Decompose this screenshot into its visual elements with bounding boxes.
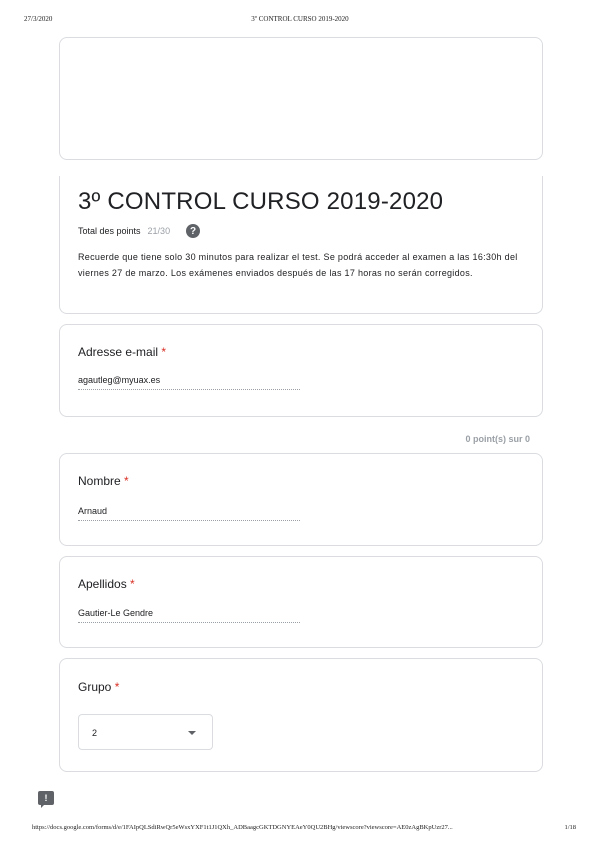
page-number: 1/18 [564,824,576,831]
print-date: 27/3/2020 [24,15,53,23]
caret-down-icon [188,731,196,735]
nombre-answer: Arnaud [78,506,300,521]
question-points-info: 0 point(s) sur 0 [465,434,530,444]
grupo-label: Grupo [78,680,112,694]
print-header [24,15,576,27]
grupo-selected-value: 2 [92,728,98,738]
required-asterisk: * [124,474,129,488]
question-label [78,345,166,359]
form-title: 3º CONTROL CURSO 2019-2020 [78,188,444,215]
feedback-icon[interactable]: ! [38,791,54,805]
total-points-label: Total des points [78,226,141,236]
question-label [78,474,129,488]
print-title: 3º CONTROL CURSO 2019-2020 [251,15,349,23]
email-label: Adresse e-mail [78,345,159,359]
question-card-nombre [59,453,543,546]
question-label [78,577,135,591]
question-card-apellidos [59,556,543,648]
apellidos-label: Apellidos [78,577,127,591]
question-card-grupo [59,658,543,772]
required-asterisk: * [114,680,120,694]
print-footer [32,824,576,836]
question-label [78,680,119,694]
required-asterisk: * [161,345,167,359]
nombre-label: Nombre [78,474,121,488]
question-card-email [59,324,543,417]
apellidos-answer: Gautier-Le Gendre [78,608,300,623]
required-asterisk: * [130,577,135,591]
print-url: https://docs.google.com/forms/d/e/1FAIpQLSdiRwQr5eWsxYXF1t1J1QXh_ADBaagcGKTDGNYEAeY0QU2BHg/viewscore?viewscore=AE0zAgBKpUzr27... [32,824,453,831]
email-answer: agautleg@myuax.es [78,375,300,390]
form-description: Recuerde que tiene solo 30 minutos para realizar el test. Se podrá acceder al examen a las 16:30h del viernes 27 de marzo. Los exámenes enviados después de las 17 horas no serán corregidos. [78,252,518,278]
grupo-select[interactable] [78,714,213,750]
form-title-card [59,176,543,314]
total-points-row [78,224,200,238]
header-banner-card [59,37,543,160]
question-circle-icon[interactable]: ? [186,224,200,238]
total-points-score: 21/30 [147,226,171,236]
